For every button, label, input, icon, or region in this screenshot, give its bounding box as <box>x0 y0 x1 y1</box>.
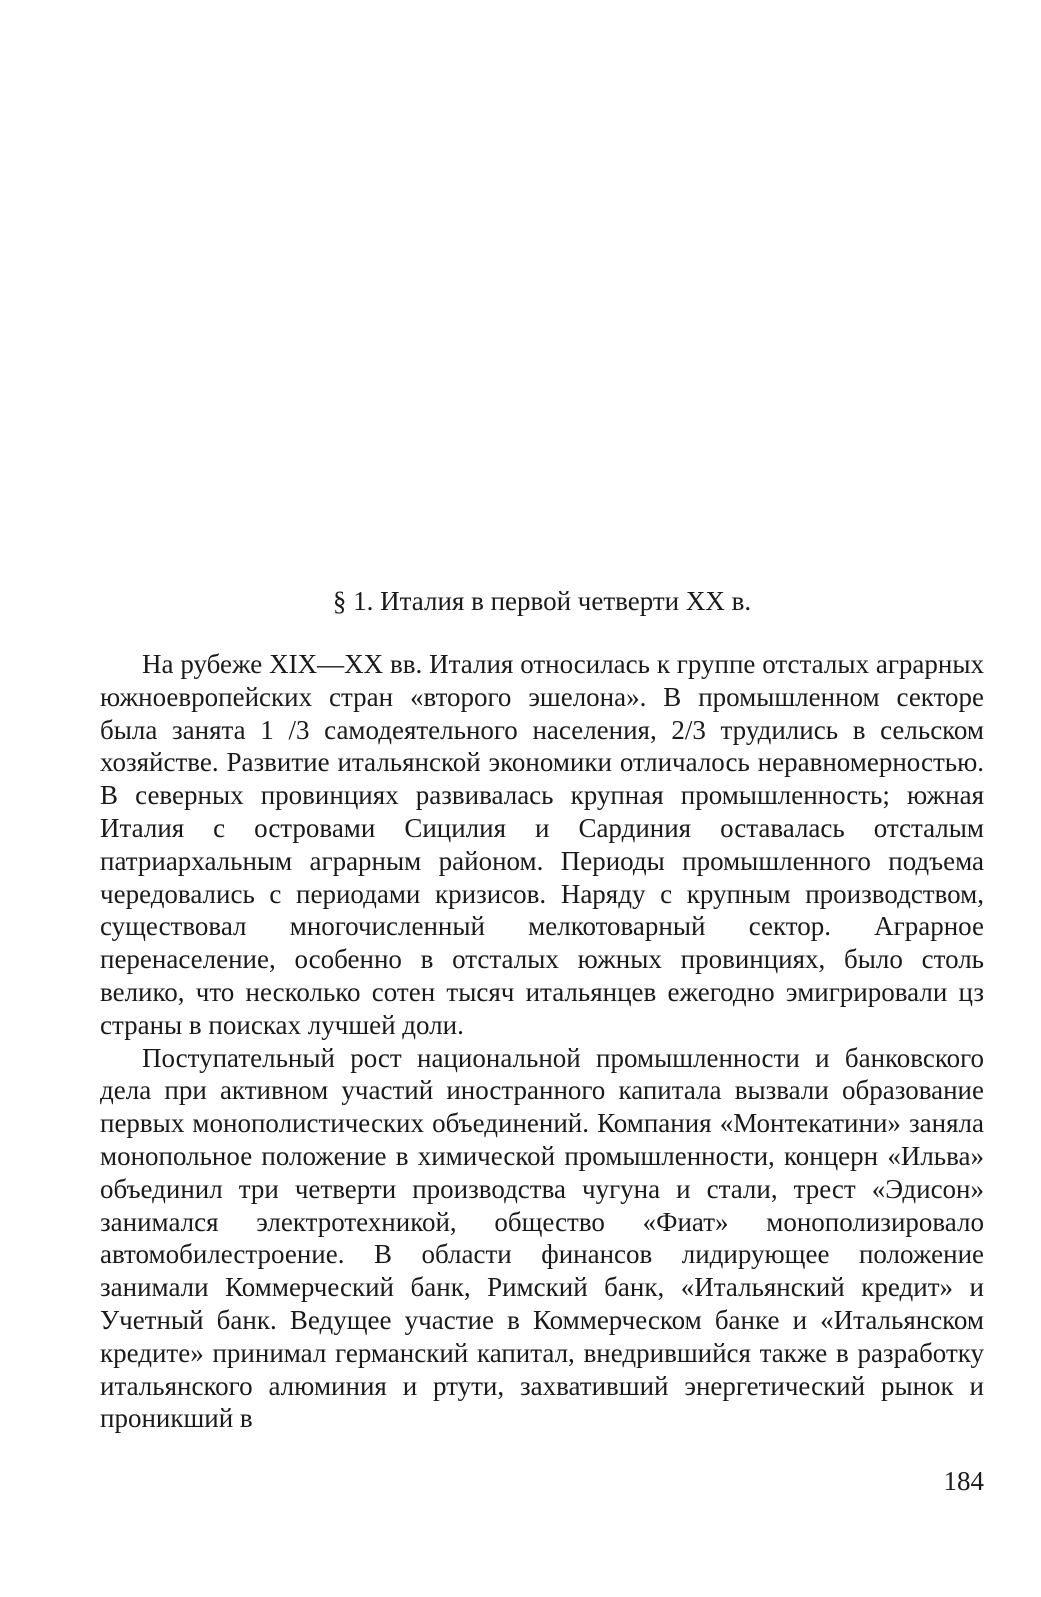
section-heading: § 1. Италия в первой четверти XX в. <box>332 586 752 616</box>
paragraph: Поступательный рост национальной промышленности и банковского дела при активном участий иностранного капитала вызвали образование первых монополистических объединений. Компания «Монтекатини» заняла монопольное положение в химической промышленности, концерн «Ильва» объединил три четверти производства чугуна и стали, трест «Эдисон» занимался электротехникой, общество «Фиат» монополизировало автомобилестроение. В области финансов лидирующее положение занимали Коммерческий банк, Римский банк, «Итальянский кредит» и Учетный банк. Ведущее участие в Коммерческом банке и «Итальянском кредите» принимал германский капитал, внедрившийся также в разработку итальянского алюминия и ртути, захвативший энергетический рынок и проникший в <box>100 1042 984 1434</box>
paragraph: На рубеже XIX—XX вв. Италия относилась к группе отсталых аграрных южноевропейских стран «второго эшелона». В промышленном секторе была занята 1 /3 самодеятельного населения, 2/3 трудились в сельском хозяйстве. Развитие итальянской экономики отличалось неравномерностью. В северных провинциях развивалась крупная промышленность; южная Италия с островами Сицилия и Сардиния оставалась отсталым патриархальным аграрным районом. Периоды промышленного подъема чередовались с периодами кризисов. Наряду с крупным производством, существовал многочисленный мелкотоварный сектор. Аграрное перенаселение, особенно в отсталых южных провинциях, было столь велико, что несколько сотен тысяч итальянцев ежегодно эмигрировали цз страны в поисках лучшей доли. <box>100 649 984 1040</box>
body-text <box>100 648 984 1435</box>
page-number: 184 <box>943 1466 984 1496</box>
